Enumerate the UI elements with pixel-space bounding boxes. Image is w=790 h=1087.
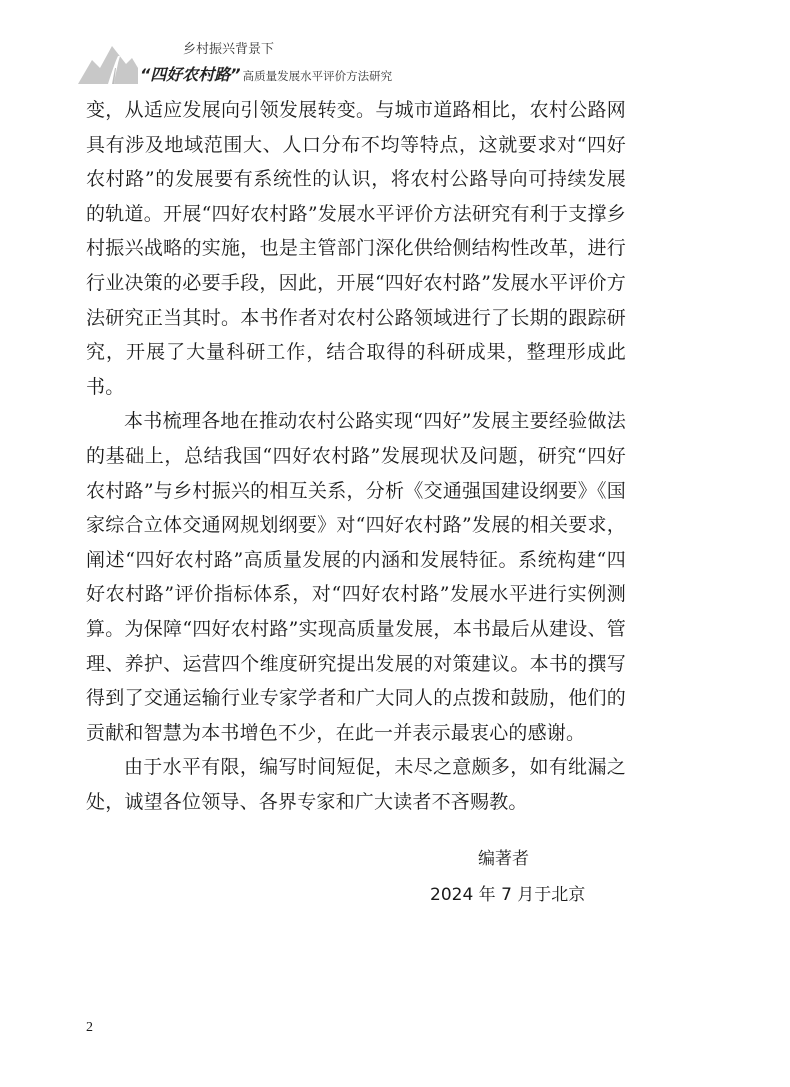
paragraph-2: 本书梳理各地在推动农村公路实现“四好”发展主要经验做法的基础上，总结我国“四好农村路”发展现状及问题，研究“四好农村路”与乡村振兴的相互关系，分析《交通强国建设纲要》《国家综合立体交通网规划纲要》对“四好农村路”发展的相关要求，阐述“四好农村路”高质量发展的内涵和发展特征。系统构建“四好农村路”评价指标体系，对“四好农村路”发展水平进行实例测算。为保障“四好农村路”实现高质量发展，本书最后从建设、管理、养护、运营四个维度研究提出发展的对策建议。本书的撰写得到了交通运输行业专家学者和广大同人的点拨和鼓励，他们的贡献和智慧为本书增色不少，在此一并表示最衷心的感谢。	[86, 410, 626, 744]
page-number: 2	[86, 1020, 93, 1035]
header-book-title: “四好农村路”	[140, 65, 241, 84]
signature-author: 编著者	[478, 849, 529, 869]
mountain-road-logo-icon	[78, 38, 138, 84]
preface-body	[86, 93, 626, 819]
header-book-subtitle: 高质量发展水平评价方法研究	[242, 69, 393, 83]
paragraph-3: 由于水平有限，编写时间短促，未尽之意颇多，如有纰漏之处，诚望各位领导、各界专家和广大读者不吝赐教。	[86, 756, 626, 813]
header-line-2	[140, 62, 392, 85]
paragraph-1: 变，从适应发展向引领发展转变。与城市道路相比，农村公路网具有涉及地域范围大、人口分布不均等特点，这就要求对“四好农村路”的发展要有系统性的认识，将农村公路导向可持续发展的轨道。开展“四好农村路”发展水平评价方法研究有利于支撑乡村振兴战略的实施，也是主管部门深化供给侧结构性改革，进行行业决策的必要手段，因此，开展“四好农村路”发展水平评价方法研究正当其时。本书作者对农村公路领域进行了长期的跟踪研究，开展了大量科研工作，结合取得的科研成果，整理形成此书。	[86, 99, 626, 398]
signature-date: 2024 年 7 月于北京	[430, 885, 586, 905]
running-header	[78, 30, 478, 90]
header-line-1: 乡村振兴背景下	[183, 42, 275, 57]
